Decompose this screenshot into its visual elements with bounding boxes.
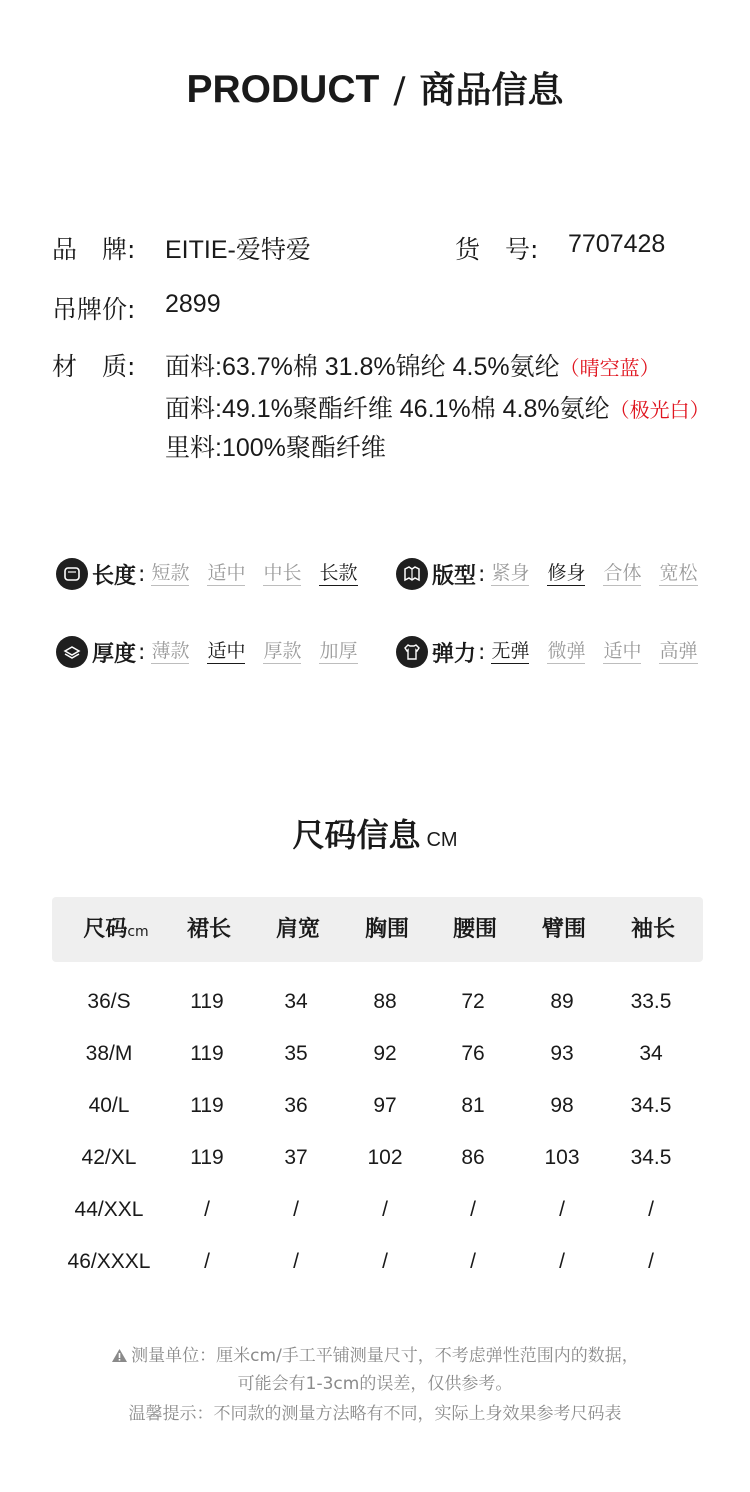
table-cell: 34.5: [630, 1094, 672, 1117]
option: 薄款: [151, 640, 190, 662]
table-cell: 35: [284, 1042, 308, 1065]
table-cell: 89: [550, 990, 574, 1013]
table-cell: /: [470, 1250, 476, 1273]
size-table-header: [52, 897, 703, 962]
length-options: [151, 562, 357, 586]
length-icon: [56, 558, 88, 590]
table-cell: /: [382, 1250, 388, 1273]
note-line-2: 可能会有1-3cm的误差，仅供参考。: [237, 1374, 513, 1394]
option-selected: 无弹: [491, 640, 530, 662]
table-cell: 93: [550, 1042, 574, 1065]
attr-thickness: 厚度 : 薄款 适中 厚款 加厚: [56, 635, 358, 669]
header-unit: cm: [127, 924, 149, 940]
elasticity-options: [491, 640, 697, 664]
option-selected: 长款: [319, 562, 358, 584]
size-cell: 42/XL: [81, 1146, 137, 1169]
table-cell: 36: [284, 1094, 308, 1117]
material-text: 面料:63.7%棉 31.8%锦纶 4.5%氨纶: [165, 353, 560, 381]
title-separator: /: [393, 70, 406, 111]
fit-options: [491, 562, 697, 586]
size-cell: 46/XXXL: [67, 1250, 151, 1273]
note-line-3: 温馨提示：不同款的测量方法略有不同，实际上身效果参考尺码表: [128, 1404, 622, 1424]
table-cell: 92: [373, 1042, 397, 1065]
title-en: PRODUCT: [186, 68, 380, 111]
option: 适中: [603, 640, 642, 662]
material-line-3: [165, 428, 386, 464]
attr-fit: 版型 : 紧身 修身 合体 宽松: [396, 557, 698, 591]
option: 紧身: [491, 562, 530, 584]
attr-name: 厚度: [92, 641, 137, 667]
header-size: 尺码cm: [83, 917, 149, 942]
table-cell: 119: [190, 1042, 224, 1065]
option: 短款: [151, 562, 190, 584]
material-label: 材 质:: [52, 352, 136, 381]
option: 高弹: [659, 640, 698, 662]
table-cell: 88: [373, 990, 397, 1013]
table-cell: 102: [367, 1146, 403, 1169]
table-cell: /: [293, 1198, 299, 1221]
brand-label: 品 牌:: [52, 235, 136, 264]
table-cell: 119: [190, 1094, 224, 1117]
header-cell: 腰围: [452, 917, 497, 942]
table-cell: 34: [639, 1042, 663, 1065]
table-cell: /: [648, 1250, 654, 1273]
table-cell: /: [648, 1198, 654, 1221]
table-cell: 37: [284, 1146, 308, 1169]
table-cell: /: [559, 1250, 565, 1273]
sku-value: 7707428: [568, 230, 666, 258]
table-cell: /: [293, 1250, 299, 1273]
option: 宽松: [659, 562, 698, 584]
table-cell: 103: [544, 1146, 580, 1169]
size-title: [0, 810, 750, 856]
note-line-1: [0, 1341, 750, 1366]
attr-length: 长度 : 短款 适中 中长 长款: [56, 557, 358, 591]
table-cell: 33.5: [630, 990, 672, 1013]
table-cell: /: [204, 1198, 210, 1221]
material-line-2: [165, 389, 710, 425]
table-cell: 98: [550, 1094, 574, 1117]
thickness-icon: [56, 636, 88, 668]
table-cell: 34.5: [630, 1146, 672, 1169]
title-cn: 商品信息: [419, 70, 564, 111]
table-cell: 119: [190, 1146, 224, 1169]
note-text: 测量单位：厘米cm/手工平铺测量尺寸，不考虑弹性范围内的数据，: [131, 1346, 639, 1366]
material-text: 里料:100%聚酯纤维: [165, 434, 386, 462]
header-cell: 肩宽: [275, 917, 320, 942]
price-label: 吊牌价:: [52, 295, 136, 324]
header-cell: 胸围: [364, 917, 409, 942]
option: 加厚: [319, 640, 358, 662]
page-title: [0, 62, 750, 113]
option: 中长: [263, 562, 302, 584]
header-cell: 臂围: [541, 917, 586, 942]
brand-value: EITIE-爱特爱: [165, 236, 311, 264]
table-cell: 97: [373, 1094, 397, 1117]
material-text: 面料:49.1%聚酯纤维 46.1%棉 4.8%氨纶: [165, 395, 610, 423]
attr-elasticity: 弹力 : 无弹 微弹 适中 高弹: [396, 635, 698, 669]
fit-icon: [396, 558, 428, 590]
option: 合体: [603, 562, 642, 584]
elasticity-icon: [396, 636, 428, 668]
table-cell: /: [559, 1198, 565, 1221]
table-cell: 86: [461, 1146, 485, 1169]
attr-name: 弹力: [432, 641, 477, 667]
header-cell: 袖长: [630, 917, 675, 942]
sku-label: 货 号:: [455, 235, 539, 264]
color-note: （极光白）: [609, 400, 710, 422]
size-unit: CM: [426, 829, 458, 851]
option: 适中: [207, 562, 246, 584]
color-note: （晴空蓝）: [559, 358, 660, 380]
table-cell: 76: [461, 1042, 485, 1065]
size-cell: 36/S: [87, 990, 131, 1013]
size-cell: 40/L: [88, 1094, 130, 1117]
attr-name: 长度: [92, 563, 137, 589]
table-cell: 119: [190, 990, 224, 1013]
table-cell: /: [470, 1198, 476, 1221]
warning-icon: [111, 1348, 128, 1363]
header-cell: 裙长: [186, 917, 231, 942]
option: 微弹: [547, 640, 586, 662]
table-cell: 72: [461, 990, 485, 1013]
table-cell: /: [204, 1250, 210, 1273]
size-cell: 38/M: [85, 1042, 133, 1065]
table-cell: 34: [284, 990, 308, 1013]
table-cell: /: [382, 1198, 388, 1221]
attr-name: 版型: [432, 563, 477, 589]
price-value: 2899: [165, 290, 221, 318]
option-selected: 适中: [207, 640, 246, 662]
material-line-1: [165, 347, 660, 383]
option: 厚款: [263, 640, 302, 662]
option-selected: 修身: [547, 562, 586, 584]
table-cell: 81: [461, 1094, 485, 1117]
size-title-text: 尺码信息: [292, 816, 421, 854]
thickness-options: [151, 640, 357, 664]
size-cell: 44/XXL: [74, 1198, 144, 1221]
